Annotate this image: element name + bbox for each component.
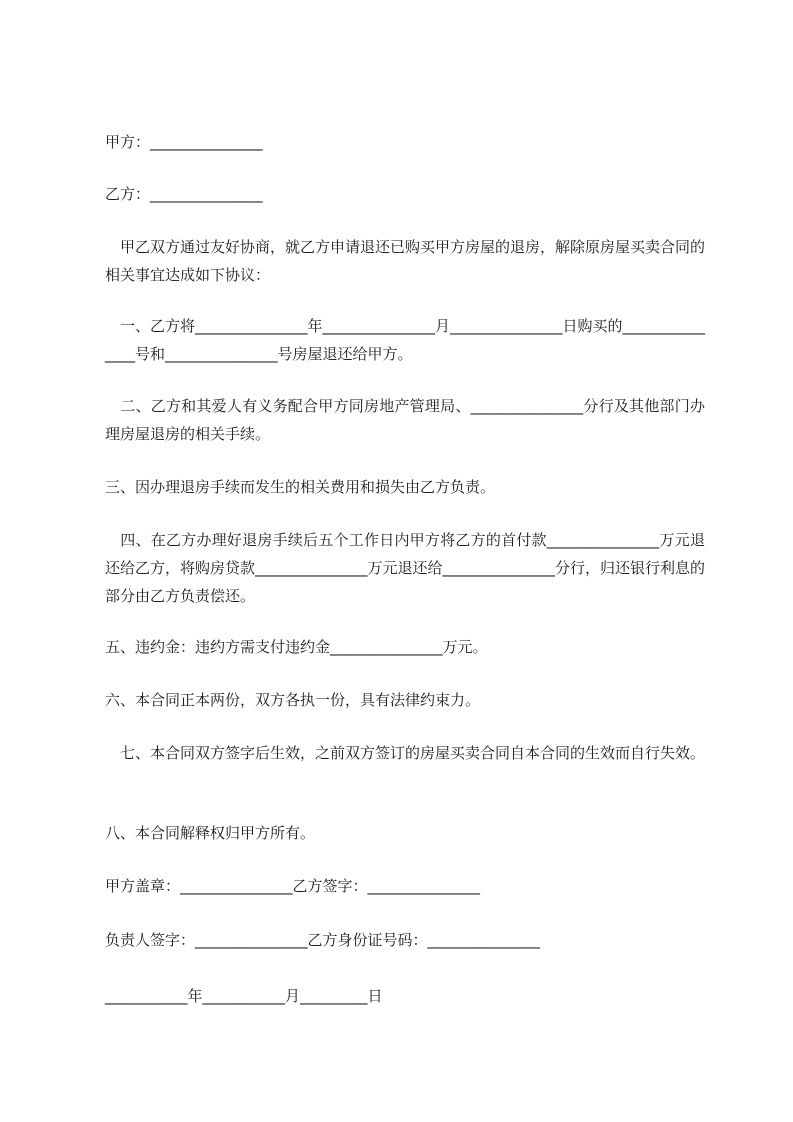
clause-4: 四、在乙方办理好退房手续后五个工作日内甲方将乙方的首付款_______________万元退还给乙方，将购房贷款_______________万元退还给_______________分行，归还银行利息的部分由乙方负责偿还。 [105,531,706,605]
clause-5: 五、违约金：违约方需支付违约金_______________万元。 [105,638,488,656]
clause-7: 七、本合同双方签字后生效，之前双方签订的房屋买卖合同自本合同的生效而自行失效。 [105,744,706,762]
intro-paragraph: 甲乙双方通过友好协商，就乙方申请退还已购买甲方房屋的退房，解除原房屋买卖合同的相关事宜达成如下协议： [105,238,706,284]
clause-1: 一、乙方将_______________年_______________月_______________日购买的_______________号和_______________号房屋退还给甲方。 [105,317,706,363]
clause-2: 二、乙方和其爱人有义务配合甲方同房地产管理局、_______________分行及其他部门办理房屋退房的相关手续。 [105,397,705,443]
clause-6: 六、本合同正本两份，双方各执一份，具有法律约束力。 [105,691,481,709]
party-b-line: 乙方：_______________ [105,185,263,203]
clause-8: 八、本合同解释权归甲方所有。 [105,824,316,842]
date-line: ___________年___________月_________日 [105,987,383,1005]
party-a-line: 甲方：_______________ [105,133,263,151]
seal-signature-line: 甲方盖章：_______________乙方签字：_______________ [105,877,481,895]
clause-3: 三、因办理退房手续而发生的相关费用和损失由乙方负责。 [105,478,496,496]
responsible-signature-line: 负责人签字：_______________乙方身份证号码：_______________ [105,931,541,949]
